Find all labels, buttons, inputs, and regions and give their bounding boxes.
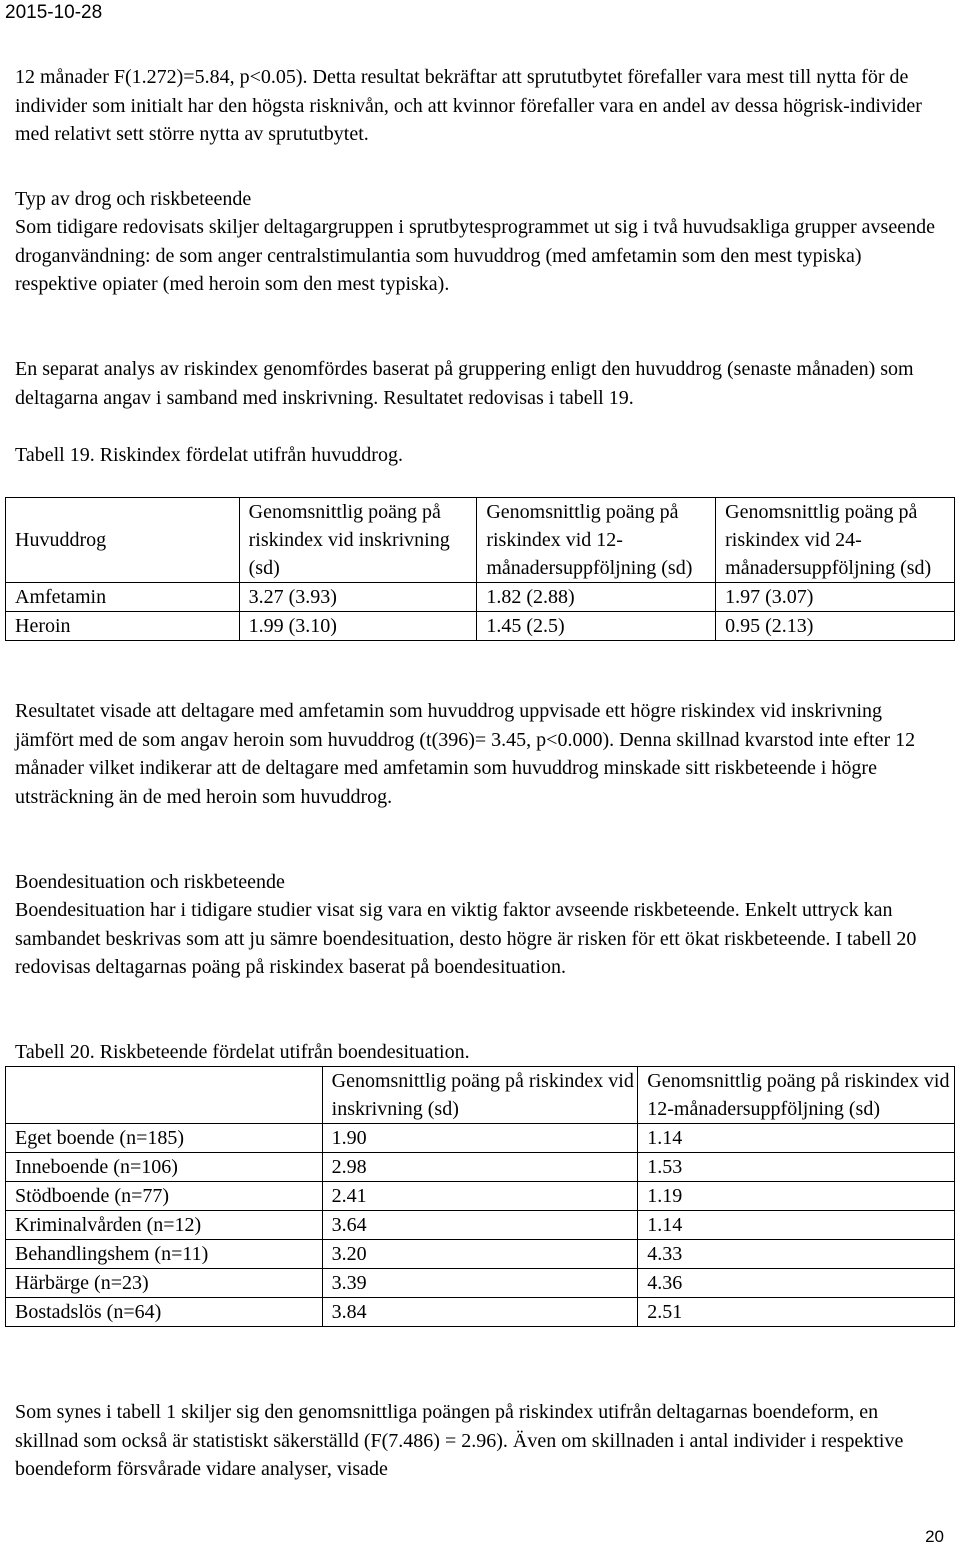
table-cell: 1.14 bbox=[638, 1211, 955, 1240]
table-cell: 2.41 bbox=[322, 1182, 638, 1211]
table-19-header-cell: Genomsnittlig poäng på riskindex vid 24-månadersuppföljning (sd) bbox=[716, 498, 955, 583]
paragraph-housing: Boendesituation har i tidigare studier visat sig vara en viktig faktor avseende riskbeteende. Enkelt uttryck kan sambandet beskrivas som att ju sämre boendesituation, desto högre är risken för ett ökat riskbeteende. I tabell 20 redovisas deltagarnas poäng på riskindex baserat på boendesituation. bbox=[15, 899, 917, 978]
table-cell: Bostadslös (n=64) bbox=[6, 1298, 323, 1327]
table-cell: Stödboende (n=77) bbox=[6, 1182, 323, 1211]
table-row bbox=[6, 1153, 955, 1182]
table-cell: 1.82 (2.88) bbox=[477, 583, 716, 612]
table-cell: 3.39 bbox=[322, 1269, 638, 1298]
table-row bbox=[6, 583, 955, 612]
table-19-header-row bbox=[6, 498, 955, 583]
table-cell: 1.53 bbox=[638, 1153, 955, 1182]
table-20-header-row bbox=[6, 1067, 955, 1124]
table-cell: 1.19 bbox=[638, 1182, 955, 1211]
table-cell: Amfetamin bbox=[6, 583, 240, 612]
table-20 bbox=[5, 1066, 955, 1327]
table-cell: 2.98 bbox=[322, 1153, 638, 1182]
table-19-header-cell: Huvuddrog bbox=[6, 498, 240, 583]
table-cell: 1.14 bbox=[638, 1124, 955, 1153]
table-row bbox=[6, 1240, 955, 1269]
table-cell: Behandlingshem (n=11) bbox=[6, 1240, 323, 1269]
header-date: 2015-10-28 bbox=[5, 2, 103, 23]
table-cell: 1.90 bbox=[322, 1124, 638, 1153]
paragraph-separate-analysis: En separat analys av riskindex genomfördes baserat på gruppering enligt den huvuddrog (senaste månaden) som deltagarna angav i samband med inskrivning. Resultatet redovisas i tabell 19. bbox=[15, 358, 914, 409]
table-cell: 3.27 (3.93) bbox=[239, 583, 477, 612]
table-cell: Kriminalvården (n=12) bbox=[6, 1211, 323, 1240]
table-cell: 4.33 bbox=[638, 1240, 955, 1269]
table-cell: 3.64 bbox=[322, 1211, 638, 1240]
table-cell: 1.45 (2.5) bbox=[477, 612, 716, 641]
table-cell: 3.20 bbox=[322, 1240, 638, 1269]
table-row bbox=[6, 612, 955, 641]
table-19-header-cell: Genomsnittlig poäng på riskindex vid 12-månadersuppföljning (sd) bbox=[477, 498, 716, 583]
table-cell: 3.84 bbox=[322, 1298, 638, 1327]
table-cell: 4.36 bbox=[638, 1269, 955, 1298]
table-cell: 2.51 bbox=[638, 1298, 955, 1327]
table-cell: Eget boende (n=185) bbox=[6, 1124, 323, 1153]
table-cell: 1.97 (3.07) bbox=[716, 583, 955, 612]
section-heading-housing: Boendesituation och riskbeteende bbox=[15, 871, 285, 893]
table-20-caption: Tabell 20. Riskbeteende fördelat utifrån boendesituation. bbox=[15, 1041, 470, 1063]
table-row bbox=[6, 1211, 955, 1240]
table-row bbox=[6, 1124, 955, 1153]
table-20-header-cell: Genomsnittlig poäng på riskindex vid 12-månadersuppföljning (sd) bbox=[638, 1067, 955, 1124]
table-row bbox=[6, 1182, 955, 1211]
page-number: 20 bbox=[925, 1527, 944, 1546]
table-cell: Inneboende (n=106) bbox=[6, 1153, 323, 1182]
table-cell: 0.95 (2.13) bbox=[716, 612, 955, 641]
table-19 bbox=[5, 497, 955, 641]
table-cell: Heroin bbox=[6, 612, 240, 641]
table-20-header-cell: Genomsnittlig poäng på riskindex vid inskrivning (sd) bbox=[322, 1067, 638, 1124]
table-19-header-cell: Genomsnittlig poäng på riskindex vid inskrivning (sd) bbox=[239, 498, 477, 583]
paragraph-drug-groups: Som tidigare redovisats skiljer deltagargruppen i sprutbytesprogrammet ut sig i två huvudsakliga grupper avseende droganvändning: de som anger centralstimulantia som huvuddrog (med amfetamin som den mest typiska) respektive opiater (med heroin som den mest typiska). bbox=[15, 216, 935, 295]
paragraph-housing-results: Som synes i tabell 1 skiljer sig den genomsnittliga poängen på riskindex utifrån deltagarnas boendeform, en skillnad som också är statistiskt säkerställd (F(7.486) = 2.96). Även om skillnaden i antal individer i respektive boendeform försvårade vidare analyser, visade bbox=[15, 1401, 904, 1480]
table-cell: Härbärge (n=23) bbox=[6, 1269, 323, 1298]
table-row bbox=[6, 1269, 955, 1298]
table-19-caption: Tabell 19. Riskindex fördelat utifrån huvuddrog. bbox=[15, 444, 403, 466]
paragraph-results-drug: Resultatet visade att deltagare med amfetamin som huvuddrog uppvisade ett högre riskindex vid inskrivning jämfört med de som angav heroin som huvuddrog (t(396)= 3.45, p<0.000). Denna skillnad kvarstod inte efter 12 månader vilket indikerar att de deltagare med amfetamin som huvuddrog minskade sitt riskbeteende i högre utsträckning än de med heroin som huvuddrog. bbox=[15, 700, 916, 808]
section-heading-drug-type: Typ av drog och riskbeteende bbox=[15, 188, 252, 210]
table-cell: 1.99 (3.10) bbox=[239, 612, 477, 641]
paragraph-continuation: 12 månader F(1.272)=5.84, p<0.05). Detta resultat bekräftar att sprututbytet förefaller vara mest till nytta för de individer som initialt har den högsta risknivån, och att kvinnor förefaller vara en andel av dessa högrisk-individer med relativt sett större nytta av sprututbytet. bbox=[15, 66, 922, 145]
table-row bbox=[6, 1298, 955, 1327]
table-20-header-cell bbox=[6, 1067, 323, 1124]
